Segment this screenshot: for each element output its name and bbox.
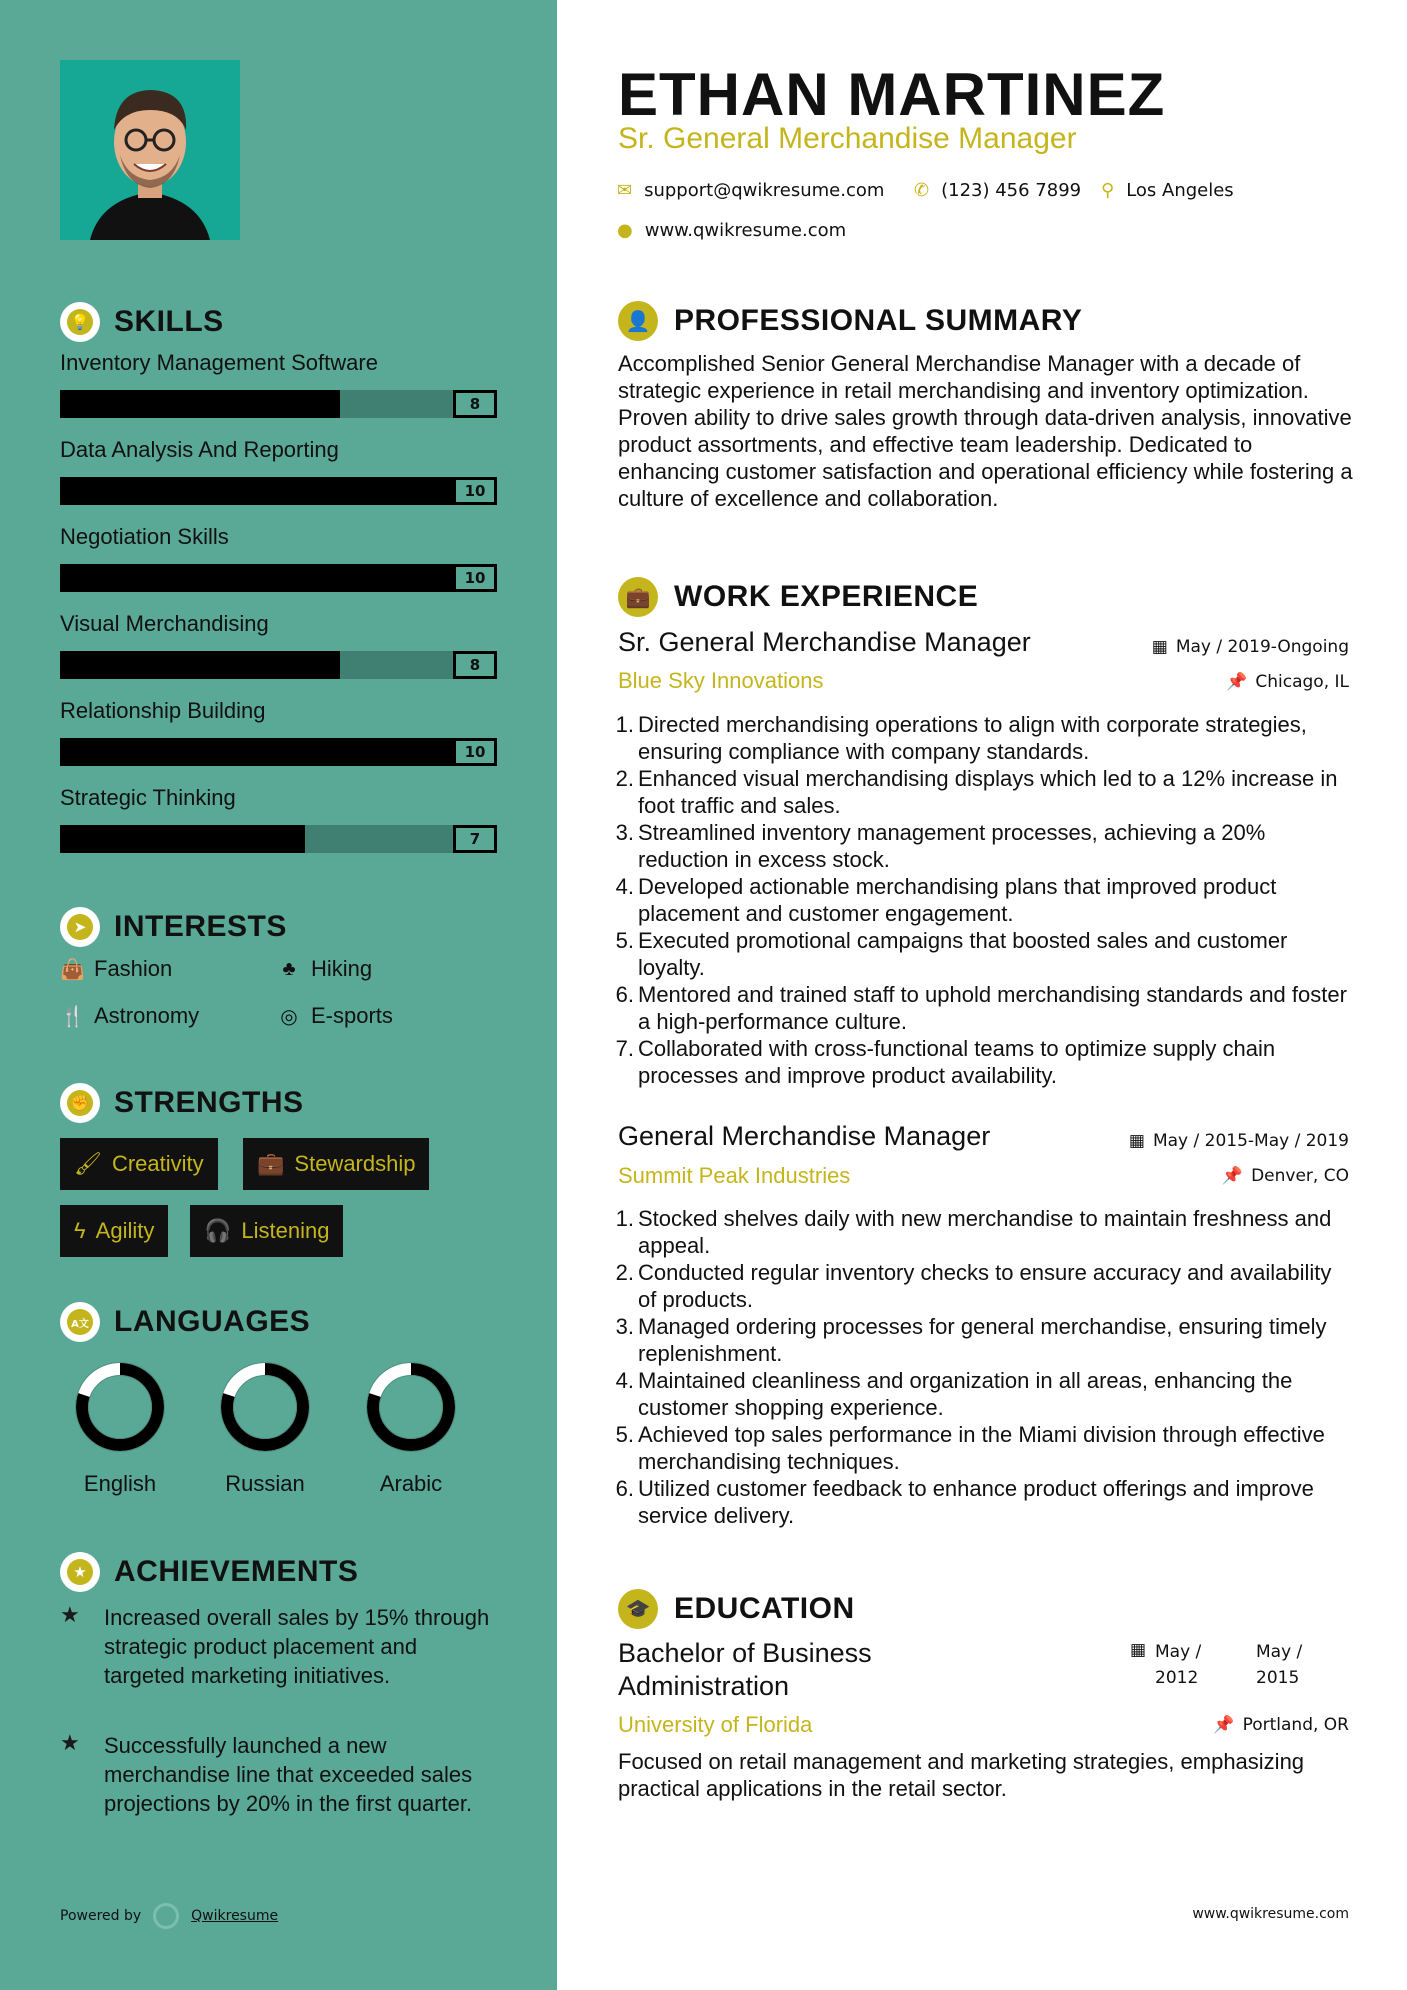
paper-plane-icon: ➤ (60, 907, 100, 947)
skill-bar-fill (60, 477, 453, 505)
candidate-role: Sr. General Merchandise Manager (618, 122, 1077, 155)
strength-badge: ϟ Agility (60, 1205, 168, 1257)
bullet-text: Achieved top sales performance in the Miami division through effective merchandising techniques. (638, 1422, 1325, 1474)
interest-item: ◎ E-sports (277, 1003, 393, 1029)
language-name: Arabic (379, 1471, 443, 1496)
contact-email[interactable]: ✉ support@qwikresume.com (617, 180, 885, 201)
skills-heading: 💡 SKILLS (60, 302, 224, 342)
life-ring-icon: ◎ (280, 1005, 298, 1028)
shopping-bag-icon: 👜 (60, 958, 85, 981)
envelope-icon: ✉ (617, 180, 633, 201)
pin-icon: 📌 (1226, 672, 1248, 692)
education-school: University of Florida (618, 1712, 813, 1737)
job-company: Blue Sky Innovations (618, 668, 824, 693)
job-location: 📌 Chicago, IL (1226, 672, 1349, 692)
fist-icon: ✊ (60, 1083, 100, 1123)
strengths-heading: ✊ STRENGTHS (60, 1083, 304, 1123)
skill-bar-fill (60, 738, 453, 766)
job-bullet (610, 1205, 1355, 1259)
phone-icon: ✆ (914, 180, 930, 201)
strength-badge: 🎧 Listening (190, 1205, 343, 1257)
bullet-text: Maintained cleanliness and organization in all areas, enhancing the customer shopping experience. (638, 1368, 1293, 1420)
map-marker-icon: ⚲ (1101, 180, 1115, 201)
job-bullet (610, 711, 1355, 765)
job-bullet (610, 1259, 1355, 1313)
language-name: Russian (225, 1471, 305, 1496)
job-company: Summit Peak Industries (618, 1163, 851, 1188)
strength-badge: 💼 Stewardship (243, 1138, 429, 1190)
briefcase-icon: 💼 (618, 577, 658, 617)
contact-phone[interactable]: ✆ (123) 456 7899 (914, 180, 1082, 201)
interest-item: ♣ Hiking (277, 956, 372, 982)
skill-bar (60, 738, 497, 766)
job-bullet (610, 1421, 1355, 1475)
bullet-text: Utilized customer feedback to enhance product offerings and improve service delivery. (638, 1476, 1314, 1528)
job-bullet (610, 1367, 1355, 1421)
headphones-icon: 🎧 (204, 1218, 232, 1243)
skill-item (60, 611, 497, 679)
education-description: Focused on retail management and marketing strategies, emphasizing practical applications in the retail sector. (618, 1749, 1305, 1801)
job-bullet (610, 981, 1355, 1035)
skill-bar (60, 564, 497, 592)
bullet-number: 1. (615, 712, 634, 737)
bullet-text: Collaborated with cross-functional teams to optimize supply chain processes and improve product availability. (638, 1036, 1276, 1088)
qwikresume-logo-icon (153, 1903, 179, 1929)
education-heading: 🎓 EDUCATION (618, 1589, 855, 1629)
skill-bar-fill (60, 825, 305, 853)
job-bullet (610, 1313, 1355, 1367)
pin-icon: 📌 (1213, 1715, 1235, 1735)
skill-bar-fill (60, 390, 340, 418)
skill-bar (60, 825, 497, 853)
skill-item (60, 785, 497, 853)
skill-score: 8 (453, 390, 497, 418)
skill-name: Data Analysis And Reporting (60, 437, 339, 462)
education-location: 📌 Portland, OR (1213, 1715, 1349, 1735)
skill-score: 8 (453, 651, 497, 679)
interests-heading: ➤ INTERESTS (60, 907, 287, 947)
pin-icon: 📌 (1221, 1166, 1244, 1186)
language-ring (70, 1357, 170, 1457)
strength-badge: 🖌 Creativity (60, 1138, 218, 1190)
bullet-text: Developed actionable merchandising plans that improved product placement and customer engagement. (638, 874, 1277, 926)
skill-name: Negotiation Skills (60, 524, 229, 549)
graduate-icon: 🎓 (618, 1589, 658, 1629)
job-bullet (610, 1475, 1355, 1529)
summary-text: Accomplished Senior General Merchandise Manager with a decade of strategic experience in retail merchandising and inventory optimization. Proven ability to drive sales growth through data-driven analysis, innovative product assortments, and effective team leadership. Dedicated to enhancing customer satisfaction and operational efficiency while fostering a culture of excellence and collaboration. (618, 351, 1353, 511)
skill-bar (60, 477, 497, 505)
skill-score: 10 (453, 564, 497, 592)
skill-bar (60, 390, 497, 418)
job-bullet (610, 1035, 1355, 1089)
skill-name: Inventory Management Software (60, 350, 378, 375)
job-title: General Merchandise Manager (618, 1121, 991, 1151)
skill-item (60, 350, 497, 418)
profile-photo (60, 60, 240, 240)
skill-item (60, 698, 497, 766)
calendar-icon: ▦ (1151, 637, 1168, 657)
skill-bar-fill (60, 564, 453, 592)
star-icon: ★ (60, 1552, 100, 1592)
bullet-number: 2. (615, 766, 634, 791)
skill-bar (60, 651, 497, 679)
bullet-number: 6. (615, 1476, 634, 1501)
job-date: ▦ May / 2015-May / 2019 (1128, 1131, 1349, 1151)
job-bullet (610, 819, 1355, 873)
bullet-text: Conducted regular inventory checks to ensure accuracy and availability of products. (638, 1260, 1332, 1312)
skill-item (60, 524, 497, 592)
interest-item: 👜 Fashion (60, 956, 173, 981)
skill-name: Strategic Thinking (60, 785, 236, 810)
qwikresume-link[interactable]: Qwikresume (191, 1908, 279, 1924)
job-title: Sr. General Merchandise Manager (618, 627, 1031, 657)
contact-website[interactable]: ● www.qwikresume.com (617, 220, 847, 241)
powered-by: Powered by Qwikresume (60, 1903, 278, 1929)
bullet-text: Managed ordering processes for general merchandise, ensuring timely replenishment. (638, 1314, 1327, 1366)
skill-item (60, 437, 497, 505)
bullet-text: Enhanced visual merchandising displays which led to a 12% increase in foot traffic and sales. (638, 766, 1338, 818)
bullet-number: 3. (615, 1314, 634, 1339)
skill-score: 10 (453, 477, 497, 505)
star-icon: ★ (60, 1731, 80, 1756)
bullet-number: 4. (615, 1368, 634, 1393)
bullet-number: 5. (615, 928, 634, 953)
bullet-text: Mentored and trained staff to uphold merchandising standards and foster a high-performance culture. (638, 982, 1347, 1034)
job-bullet (610, 765, 1355, 819)
languages-heading: A文 LANGUAGES (60, 1302, 310, 1342)
bullet-number: 6. (615, 982, 634, 1007)
bullet-text: Stocked shelves daily with new merchandise to maintain freshness and appeal. (638, 1206, 1332, 1258)
language-name: English (83, 1471, 157, 1496)
contact-location: ⚲ Los Angeles (1101, 180, 1234, 201)
sidebar (0, 0, 557, 1990)
brush-icon: 🖌 (74, 1151, 102, 1176)
language-ring (361, 1357, 461, 1457)
achievement-item: ★ Successfully launched a new merchandise line that exceeded sales projections by 20% in the first quarter. (60, 1731, 473, 1816)
bullet-number: 5. (615, 1422, 634, 1447)
bullet-text: Streamlined inventory management processes, achieving a 20% reduction in excess stock. (638, 820, 1266, 872)
summary-heading: 👤 PROFESSIONAL SUMMARY (618, 301, 1082, 341)
language-icon: A文 (60, 1302, 100, 1342)
bullet-text: Executed promotional campaigns that boosted sales and customer loyalty. (638, 928, 1288, 980)
lightbulb-icon: 💡 (60, 302, 100, 342)
footer-url[interactable]: www.qwikresume.com (1192, 1906, 1349, 1922)
utensils-icon: 🍴 (60, 1005, 85, 1028)
skill-score: 7 (453, 825, 497, 853)
calendar-icon: ▦ (1130, 1640, 1147, 1660)
education-start: May / 2012 (1155, 1642, 1202, 1688)
tree-icon: ♣ (282, 957, 296, 980)
achievements-heading: ★ ACHIEVEMENTS (60, 1552, 358, 1592)
bullet-text: Directed merchandising operations to align with corporate strategies, ensuring compliance with company standards. (638, 712, 1307, 764)
skill-score: 10 (453, 738, 497, 766)
job-bullet (610, 873, 1355, 927)
interest-item: 🍴 Astronomy (60, 1003, 200, 1028)
bullet-number: 3. (615, 820, 634, 845)
bolt-icon: ϟ (74, 1218, 86, 1243)
education-degree: Bachelor of Business Administration (618, 1638, 872, 1701)
skill-name: Visual Merchandising (60, 611, 269, 636)
job-bullets (610, 711, 1355, 1089)
user-icon: 👤 (618, 301, 658, 341)
briefcase-icon: 💼 (257, 1151, 285, 1176)
candidate-name: ETHAN MARTINEZ (618, 61, 1166, 128)
bullet-number: 2. (615, 1260, 634, 1285)
language-ring (215, 1357, 315, 1457)
experience-heading: 💼 WORK EXPERIENCE (618, 577, 978, 617)
language-item (351, 1357, 471, 1497)
star-icon: ★ (60, 1603, 80, 1628)
language-item (60, 1357, 180, 1497)
achievement-item: ★ Increased overall sales by 15% through strategic product placement and targeted marketing initiatives. (60, 1603, 490, 1688)
globe-icon: ● (617, 220, 633, 241)
job-bullet (610, 927, 1355, 981)
job-location: 📌 Denver, CO (1221, 1166, 1349, 1186)
skill-name: Relationship Building (60, 698, 266, 723)
education-end: May / 2015 (1256, 1642, 1303, 1688)
calendar-icon: ▦ (1128, 1131, 1145, 1151)
job-date: ▦ May / 2019-Ongoing (1151, 637, 1349, 657)
language-item (205, 1357, 325, 1497)
bullet-number: 4. (615, 874, 634, 899)
skill-bar-fill (60, 651, 340, 679)
bullet-number: 7. (615, 1036, 634, 1061)
job-bullets (610, 1205, 1355, 1529)
bullet-number: 1. (615, 1206, 634, 1231)
